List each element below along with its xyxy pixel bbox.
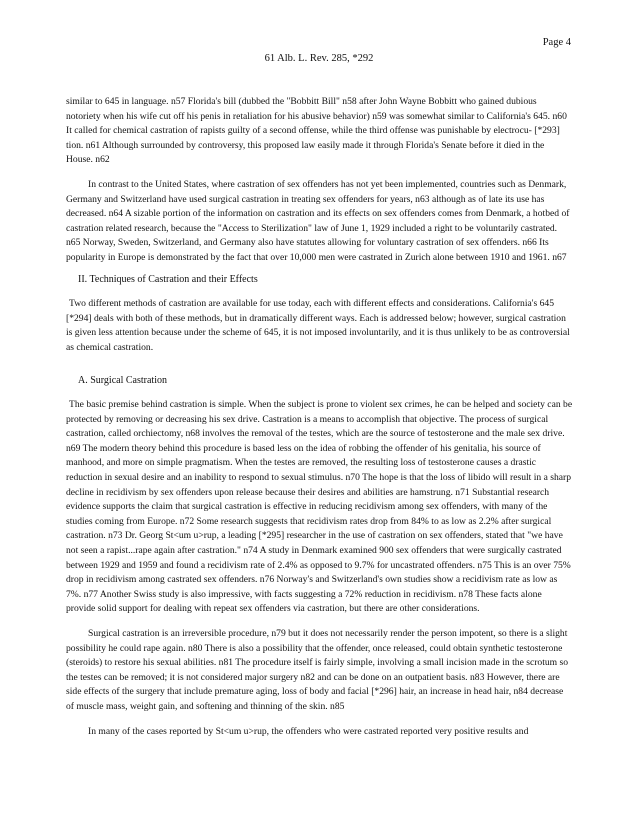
paragraph: Two different methods of castration are available for use today, each with different effects and considerations. California's 645 [*294] deals with both of these methods, but in dramatically different ways. Each is addressed below; however, surgical castration is given less attention because under the scheme of 645, it is not imposed involuntarily, and it is thus unlikely to be as controversial as chemical castration. — [66, 298, 570, 353]
paragraph: Surgical castration is an irreversible procedure, n79 but it does not necessarily render the person impotent, so there is a slight possibility he could rape again. n80 There is also a possibility that the offender, once released, could obtain synthetic testosterone (steroids) to restore his sexual abilities. n81 The procedure itself is fairly simple, involving a small incision made in the scrotum so the testes can be removed; it is not considered major surgery n82 and can be done on an outpatient basis. n83 However, there are side effects of the surgery that include premature aging, loss of body and facial [*296] hair, an increase in head hair, n84 decrease of muscle mass, weight gain, and softening and thinning of the skin. n85 — [66, 628, 569, 712]
document-body — [66, 95, 573, 739]
paragraph: similar to 645 in language. n57 Florida's bill (dubbed the "Bobbitt Bill" n58 after John Wayne Bobbitt who gained dubious notoriety when his wife cut off his penis in retaliation for his abusive behavior) n59 was somewhat similar to California's 645. n60 It called for chemical castration of rapists guilty of a second offense, while the third offense was punishable by electrocu- [*293] tion. n61 Although surrounded by controversy, this proposed law easily made it through Florida's Senate before it died in the House. n62 — [66, 96, 567, 166]
section-heading: II. Techniques of Castration and their Effects — [78, 273, 258, 285]
paragraph: In contrast to the United States, where castration of sex offenders has not yet been implemented, countries such as Denmark, Germany and Switzerland have used surgical castration in treating sex offenders for years, n63 although as of late its use has decreased. n64 A sizable portion of the information on castration and its effects on sex offenders comes from Denmark, a hotbed of castration related research, because the "Access to Sterilization" law of June 1, 1929 included a right to be voluntarily castrated. n65 Norway, Sweden, Switzerland, and Germany also have statutes allowing for voluntary castration of sex offenders. n66 Its popularity in Europe is demonstrated by the fact that over 10,000 men were castrated in Zurich alone between 1910 and 1961. n67 — [66, 178, 570, 263]
page-number: Page 4 — [542, 37, 571, 48]
subsection-heading: A. Surgical Castration — [78, 374, 167, 386]
paragraph: The basic premise behind castration is simple. When the subject is prone to violent sex crimes, he can be helped and society can be protected by removing or decreasing his sex drive. Castration is a means to accomplish that objective. The process of surgical castration, called orchiectomy, n68 involves the removal of the testes, which are the source of testosterone and the male sex drive. n69 The modern theory behind this procedure is based less on the idea of robbing the offender of his genitalia, his source of manhood, and more on simple pragmatism. When the testes are removed, the resulting loss of testosterone causes a drastic reduction in sexual desire and an inability to respond to sexual stimulus. n70 The hope is that the loss of libido will result in a sharp decline in recidivism by sex offenders upon release because their desires and abilities are hamstrung. n71 Substantial research evidence supports the claim that surgical castration is effective in reducing recidivism among sex offenders, with many of the studies coming from Europe. n72 Some research suggests that recidivism rates drop from 84% to as low as 2.2% after surgical castration. n73 Dr. Georg St<um u>rup, a leading [*295] researcher in the use of castration on sex offenders, stated that "we have not seen a rapist...rape again after castration." n74 A study in Denmark examined 900 sex offenders that were surgically castrated between 1929 and 1959 and found a recidivism rate of 2.4% as opposed to 9.7% for uncastrated offenders. n75 This is an over 75% drop in recidivism among castrated sex offenders. n76 Norway's and Switzerland's own studies show a recidivism rate as low as 7%. n77 Another Swiss study is also impressive, with facts suggesting a 72% reduction in recidivism. n78 These facts alone provide solid support for dealing with repeat sex offenders via castration, but there are other considerations. — [66, 399, 573, 615]
paragraph: In many of the cases reported by St<um u>rup, the offenders who were castrated reported very positive results and — [88, 725, 529, 737]
citation-header: 61 Alb. L. Rev. 285, *292 — [264, 53, 374, 64]
